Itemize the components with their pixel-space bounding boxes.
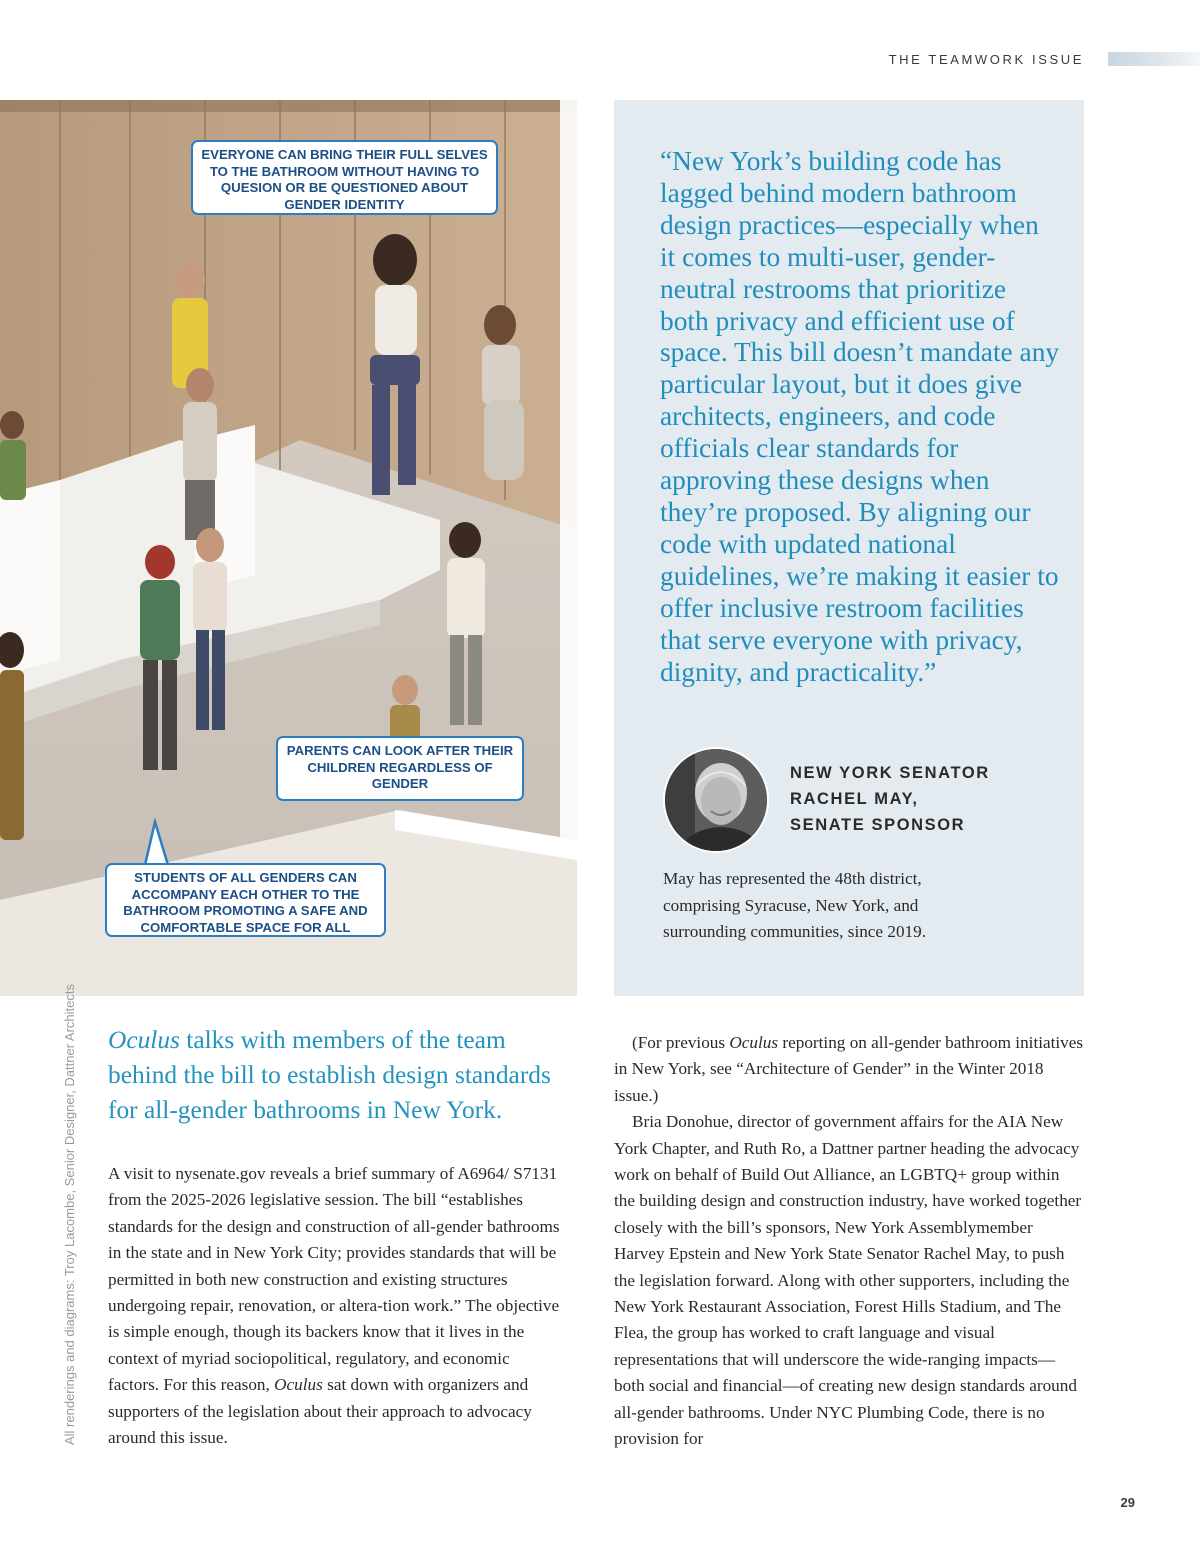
portrait-image [665, 749, 769, 853]
publication-name: Oculus [729, 1033, 779, 1052]
body-paragraph [614, 1030, 1084, 1109]
senator-bio: May has represented the 48th district, comprising Syracuse, New York, and surrounding communities, since 2019. [663, 869, 927, 942]
section-label: THE TEAMWORK ISSUE [888, 52, 1084, 67]
pull-quote-box [614, 100, 1084, 996]
photo-credit: All renderings and diagrams: Troy Lacombe, Senior Designer, Dattner Architects [62, 983, 77, 1445]
illustration-graphic [0, 100, 577, 996]
body-text: sat down with organizers and supporters of the legislation about their approach to advocacy around this issue. [108, 1375, 532, 1448]
body-column-right [614, 1030, 1084, 1453]
article-deck [108, 1023, 578, 1128]
pull-quote-text: “New York’s building code has lagged behind modern bathroom design practices—especially when it comes to multi-user, gender-neutral restrooms that prioritize both privacy and efficient use of space. This bill doesn’t mandate any particular layout, but it does give architects, engineers, and code officials clear standards for approving these designs when they’re proposed. By aligning our code with updated national guidelines, we’re making it easier to offer inclusive restroom facilities that serve everyone with privacy, dignity, and practicality.” [660, 146, 1060, 687]
body-text: (For previous [632, 1033, 730, 1052]
page-number: 29 [1120, 1495, 1135, 1510]
senator-portrait [663, 747, 769, 853]
body-paragraph-left [108, 1161, 563, 1451]
body-paragraph: Bria Donohue, director of government affairs for the AIA New York Chapter, and Ruth Ro, a Dattner partner heading the advocacy work on behalf of Build Out Alliance, an LGBTQ+ group within the building design and construction industry, have worked together closely with the bill’s sponsors, New York Assemblymember Harvey Epstein and New York State Senator Rachel May, to push the legislation forward. Along with other supporters, including the New York Restaurant Association, Forest Hills Stadium, and The Flea, the group has worked to craft language and visual representations that will underscore the wide-ranging impacts—both social and financial—of creating new design standards around all-gender bathrooms. Under NYC Plumbing Code, there is no provision for [614, 1112, 1082, 1449]
attribution-line: RACHEL MAY, [790, 790, 919, 808]
header-accent-bar [1108, 52, 1200, 66]
callout-parents: PARENTS CAN LOOK AFTER THEIR CHILDREN REGARDLESS OF GENDER [276, 736, 524, 801]
quote-attribution [790, 760, 990, 838]
publication-name: Oculus [108, 1026, 180, 1054]
body-text: A visit to nysenate.gov reveals a brief summary of A6964/ S7131 from the 2025-2026 legislative session. The bill “establishes standards for the design and construction of all-gender bathrooms in the state and in New York City; provides standards that will be permitted in both new construction and existing structures undergoing repair, renovation, or altera-tion work.” The objective is simple enough, though its backers know that it lives in the context of myriad sociopolitical, regulatory, and economic factors. For this reason, [108, 1164, 560, 1395]
attribution-line: NEW YORK SENATOR [790, 764, 990, 782]
body-text: reporting on all-gender bathroom initiatives in New York, see “Architecture of Gender” in the Winter 2018 issue.) [614, 1033, 1084, 1105]
bathroom-illustration [0, 100, 577, 996]
deck-text: talks with members of the team behind the bill to establish design standards for all-gender bathrooms in New York. [108, 1026, 551, 1124]
callout-full-selves: EVERYONE CAN BRING THEIR FULL SELVES TO THE BATHROOM WITHOUT HAVING TO QUESION OR BE QUESTIONED ABOUT GENDER IDENTITY [191, 140, 498, 215]
attribution-line: SENATE SPONSOR [790, 816, 966, 834]
publication-name: Oculus [274, 1375, 323, 1395]
callout-students: STUDENTS OF ALL GENDERS CAN ACCOMPANY EACH OTHER TO THE BATHROOM PROMOTING A SAFE AND COMFORTABLE SPACE FOR ALL [105, 863, 386, 937]
